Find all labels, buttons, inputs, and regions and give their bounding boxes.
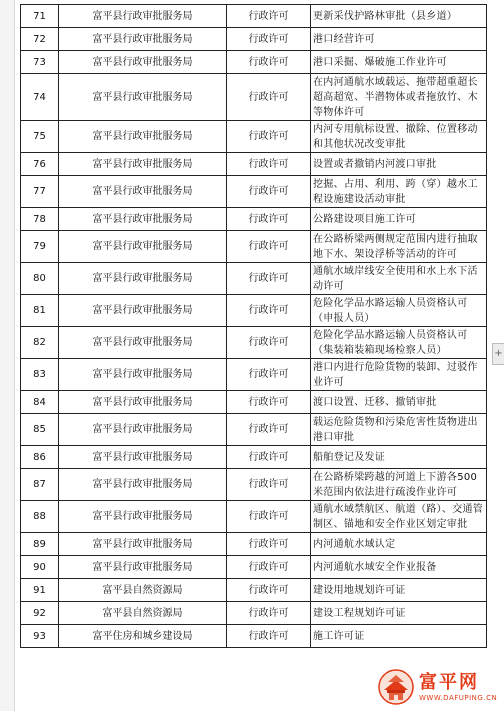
- table-row: [21, 414, 487, 446]
- table-row: [21, 391, 487, 414]
- row-item-name: 在内河通航水域载运、拖带超重超长超高超宽、半潜物体或者拖放竹、木等物体许可: [311, 74, 487, 121]
- row-number: 79: [21, 231, 59, 263]
- table-row: [21, 501, 487, 533]
- row-number: 78: [21, 208, 59, 231]
- row-department: 富平县行政审批服务局: [59, 359, 227, 391]
- row-permit-type: 行政许可: [227, 121, 311, 153]
- row-permit-type: 行政许可: [227, 263, 311, 295]
- row-permit-type: 行政许可: [227, 208, 311, 231]
- row-department: 富平县行政审批服务局: [59, 414, 227, 446]
- row-item-name: 通航水域禁航区、航道（路）、交通管制区、锚地和安全作业区划定审批: [311, 501, 487, 533]
- table-row: [21, 51, 487, 74]
- row-number: 73: [21, 51, 59, 74]
- row-department: 富平县行政审批服务局: [59, 208, 227, 231]
- row-permit-type: 行政许可: [227, 391, 311, 414]
- table-row: [21, 327, 487, 359]
- row-number: 80: [21, 263, 59, 295]
- row-number: 91: [21, 579, 59, 602]
- watermark-title: 富平网: [419, 671, 479, 693]
- table-row: [21, 28, 487, 51]
- row-department: 富平县行政审批服务局: [59, 176, 227, 208]
- row-number: 86: [21, 446, 59, 469]
- row-number: 77: [21, 176, 59, 208]
- table-row: [21, 359, 487, 391]
- table-row: [21, 153, 487, 176]
- row-permit-type: 行政许可: [227, 5, 311, 28]
- row-department: 富平县自然资源局: [59, 579, 227, 602]
- row-department: 富平县行政审批服务局: [59, 74, 227, 121]
- permit-table: [20, 4, 487, 648]
- row-item-name: 在公路桥梁跨越的河道上下游各500米范围内依法进行疏浚作业许可: [311, 469, 487, 501]
- row-item-name: 危险化学品水路运输人员资格认可（集装箱装箱现场检察人员）: [311, 327, 487, 359]
- row-permit-type: 行政许可: [227, 28, 311, 51]
- pagoda-emblem-icon: [376, 668, 416, 706]
- expand-panel-button[interactable]: +: [492, 343, 504, 365]
- row-department: 富平县行政审批服务局: [59, 121, 227, 153]
- row-department: 富平县行政审批服务局: [59, 51, 227, 74]
- row-permit-type: 行政许可: [227, 359, 311, 391]
- row-permit-type: 行政许可: [227, 176, 311, 208]
- row-department: 富平县行政审批服务局: [59, 391, 227, 414]
- row-department: 富平县行政审批服务局: [59, 327, 227, 359]
- row-number: 76: [21, 153, 59, 176]
- row-number: 83: [21, 359, 59, 391]
- row-item-name: 港口内进行危险货物的装卸、过驳作业许可: [311, 359, 487, 391]
- table-row: [21, 533, 487, 556]
- row-number: 84: [21, 391, 59, 414]
- row-permit-type: 行政许可: [227, 327, 311, 359]
- row-permit-type: 行政许可: [227, 231, 311, 263]
- row-permit-type: 行政许可: [227, 446, 311, 469]
- row-permit-type: 行政许可: [227, 625, 311, 648]
- table-row: [21, 295, 487, 327]
- row-number: 72: [21, 28, 59, 51]
- table-row: [21, 5, 487, 28]
- row-item-name: 公路建设项目施工许可: [311, 208, 487, 231]
- row-item-name: 内河专用航标设置、撤除、位置移动和其他状况改变审批: [311, 121, 487, 153]
- row-department: 富平县行政审批服务局: [59, 501, 227, 533]
- row-permit-type: 行政许可: [227, 414, 311, 446]
- row-item-name: 建设用地规划许可证: [311, 579, 487, 602]
- row-department: 富平县行政审批服务局: [59, 469, 227, 501]
- row-number: 93: [21, 625, 59, 648]
- row-item-name: 施工许可证: [311, 625, 487, 648]
- row-permit-type: 行政许可: [227, 469, 311, 501]
- row-number: 85: [21, 414, 59, 446]
- row-permit-type: 行政许可: [227, 579, 311, 602]
- row-department: 富平县行政审批服务局: [59, 446, 227, 469]
- row-number: 71: [21, 5, 59, 28]
- row-number: 87: [21, 469, 59, 501]
- row-item-name: 挖掘、占用、利用、跨（穿）越水工程设施建设活动审批: [311, 176, 487, 208]
- row-department: 富平住房和城乡建设局: [59, 625, 227, 648]
- row-department: 富平县行政审批服务局: [59, 28, 227, 51]
- row-number: 92: [21, 602, 59, 625]
- row-permit-type: 行政许可: [227, 556, 311, 579]
- row-number: 90: [21, 556, 59, 579]
- row-item-name: 内河通航水域安全作业报备: [311, 556, 487, 579]
- row-item-name: 危险化学品水路运输人员资格认可（申报人员）: [311, 295, 487, 327]
- table-row: [21, 446, 487, 469]
- row-permit-type: 行政许可: [227, 533, 311, 556]
- row-number: 82: [21, 327, 59, 359]
- row-department: 富平县自然资源局: [59, 602, 227, 625]
- watermark-url: WWW.DAFUPING.CN: [419, 693, 498, 702]
- table-row: [21, 556, 487, 579]
- row-number: 74: [21, 74, 59, 121]
- row-item-name: 通航水域岸线安全使用和水上水下活动许可: [311, 263, 487, 295]
- row-number: 81: [21, 295, 59, 327]
- row-item-name: 载运危险货物和污染危害性货物进出港口审批: [311, 414, 487, 446]
- table-row: [21, 231, 487, 263]
- row-department: 富平县行政审批服务局: [59, 231, 227, 263]
- row-permit-type: 行政许可: [227, 602, 311, 625]
- table-row: [21, 602, 487, 625]
- row-permit-type: 行政许可: [227, 153, 311, 176]
- site-watermark: [376, 667, 502, 707]
- row-item-name: 在公路桥梁两侧规定范围内进行抽取地下水、架设浮桥等活动的许可: [311, 231, 487, 263]
- table-row: [21, 625, 487, 648]
- table-row: [21, 263, 487, 295]
- table-row: [21, 579, 487, 602]
- row-number: 88: [21, 501, 59, 533]
- row-permit-type: 行政许可: [227, 501, 311, 533]
- table-row: [21, 208, 487, 231]
- document-margin: [0, 0, 15, 711]
- table-row: [21, 121, 487, 153]
- row-item-name: 船舶登记及发证: [311, 446, 487, 469]
- row-permit-type: 行政许可: [227, 295, 311, 327]
- row-item-name: 设置或者撤销内河渡口审批: [311, 153, 487, 176]
- row-item-name: 港口经营许可: [311, 28, 487, 51]
- row-item-name: 港口采掘、爆破施工作业许可: [311, 51, 487, 74]
- row-item-name: 建设工程规划许可证: [311, 602, 487, 625]
- row-department: 富平县行政审批服务局: [59, 533, 227, 556]
- row-permit-type: 行政许可: [227, 51, 311, 74]
- row-item-name: 渡口设置、迁移、撤销审批: [311, 391, 487, 414]
- row-department: 富平县行政审批服务局: [59, 295, 227, 327]
- table-row: [21, 74, 487, 121]
- row-department: 富平县行政审批服务局: [59, 556, 227, 579]
- table-row: [21, 469, 487, 501]
- row-permit-type: 行政许可: [227, 74, 311, 121]
- table-row: [21, 176, 487, 208]
- row-number: 75: [21, 121, 59, 153]
- row-item-name: 内河通航水域认定: [311, 533, 487, 556]
- row-department: 富平县行政审批服务局: [59, 5, 227, 28]
- row-department: 富平县行政审批服务局: [59, 263, 227, 295]
- row-item-name: 更新采伐护路林审批（县乡道）: [311, 5, 487, 28]
- row-number: 89: [21, 533, 59, 556]
- row-department: 富平县行政审批服务局: [59, 153, 227, 176]
- permit-table-body: [21, 5, 487, 648]
